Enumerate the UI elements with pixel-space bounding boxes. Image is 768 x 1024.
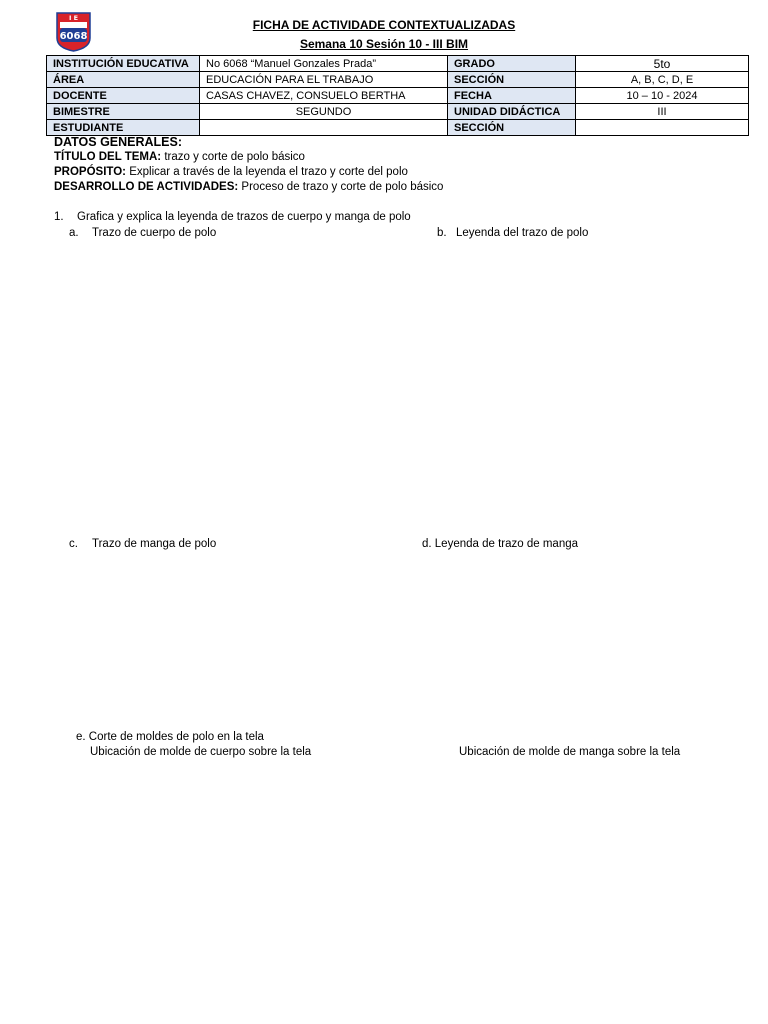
seccion-label: SECCIÓN xyxy=(448,72,576,88)
desarrollo-label: DESARROLLO DE ACTIVIDADES: xyxy=(54,181,239,193)
datos-generales-heading: DATOS GENERALES: xyxy=(54,135,183,149)
item-c-text: Trazo de manga de polo xyxy=(92,538,217,550)
item-d-text: d. Leyenda de trazo de manga xyxy=(422,538,579,550)
area-value: EDUCACIÓN PARA EL TRABAJO xyxy=(200,72,448,88)
desarrollo-value: Proceso de trazo y corte de polo básico xyxy=(238,181,444,193)
item-c-marker: c. xyxy=(69,538,78,550)
fecha-value: 10 – 10 - 2024 xyxy=(576,88,749,104)
table-row xyxy=(47,104,749,120)
grado-value: 5to xyxy=(576,56,749,72)
area-label: ÁREA xyxy=(47,72,200,88)
general-info-table xyxy=(46,55,749,136)
desarrollo-line xyxy=(54,181,443,193)
item-a-text: Trazo de cuerpo de polo xyxy=(92,227,217,239)
tema-label: TÍTULO DEL TEMA: xyxy=(54,151,162,163)
estudiante-value xyxy=(200,120,448,136)
item-b-text: Leyenda del trazo de polo xyxy=(456,227,589,239)
item-e-text: e. Corte de moldes de polo en la tela xyxy=(76,731,264,743)
document-subtitle: Semana 10 Sesión 10 - III BIM xyxy=(299,37,469,51)
bimestre-label: BIMESTRE xyxy=(47,104,200,120)
institucion-value: No 6068 “Manuel Gonzales Prada” xyxy=(200,56,448,72)
bimestre-value: SEGUNDO xyxy=(200,104,448,120)
docente-value: CASAS CHAVEZ, CONSUELO BERTHA xyxy=(200,88,448,104)
table-row xyxy=(47,88,749,104)
document-title: FICHA DE ACTIVIDADE CONTEXTUALIZADAS xyxy=(252,18,516,32)
question-1-number: 1. xyxy=(54,211,64,223)
grado-label: GRADO xyxy=(448,56,576,72)
table-row xyxy=(47,72,749,88)
question-1-text: Grafica y explica la leyenda de trazos de cuerpo y manga de polo xyxy=(77,211,411,223)
institucion-label: INSTITUCIÓN EDUCATIVA xyxy=(47,56,200,72)
item-a-marker: a. xyxy=(69,227,79,239)
seccion-value: A, B, C, D, E xyxy=(576,72,749,88)
tema-value: trazo y corte de polo básico xyxy=(161,151,305,163)
estudiante-label: ESTUDIANTE xyxy=(47,120,200,136)
table-row xyxy=(47,120,749,136)
svg-text:6068: 6068 xyxy=(59,31,88,42)
unidad-label: UNIDAD DIDÁCTICA xyxy=(448,104,576,120)
seccion2-label: SECCIÓN xyxy=(448,120,576,136)
tema-line xyxy=(54,151,305,163)
fecha-label: FECHA xyxy=(448,88,576,104)
item-b-marker: b. xyxy=(437,227,447,239)
table-row xyxy=(47,56,749,72)
seccion2-value xyxy=(576,120,749,136)
unidad-value: III xyxy=(576,104,749,120)
proposito-label: PROPÓSITO: xyxy=(54,166,126,178)
item-e2-text: Ubicación de molde de manga sobre la tela xyxy=(459,746,681,758)
proposito-line xyxy=(54,166,408,178)
item-e1-text: Ubicación de molde de cuerpo sobre la tela xyxy=(90,746,312,758)
docente-label: DOCENTE xyxy=(47,88,200,104)
svg-text:I E: I E xyxy=(68,14,79,22)
proposito-value: Explicar a través de la leyenda el trazo y corte del polo xyxy=(126,166,408,178)
